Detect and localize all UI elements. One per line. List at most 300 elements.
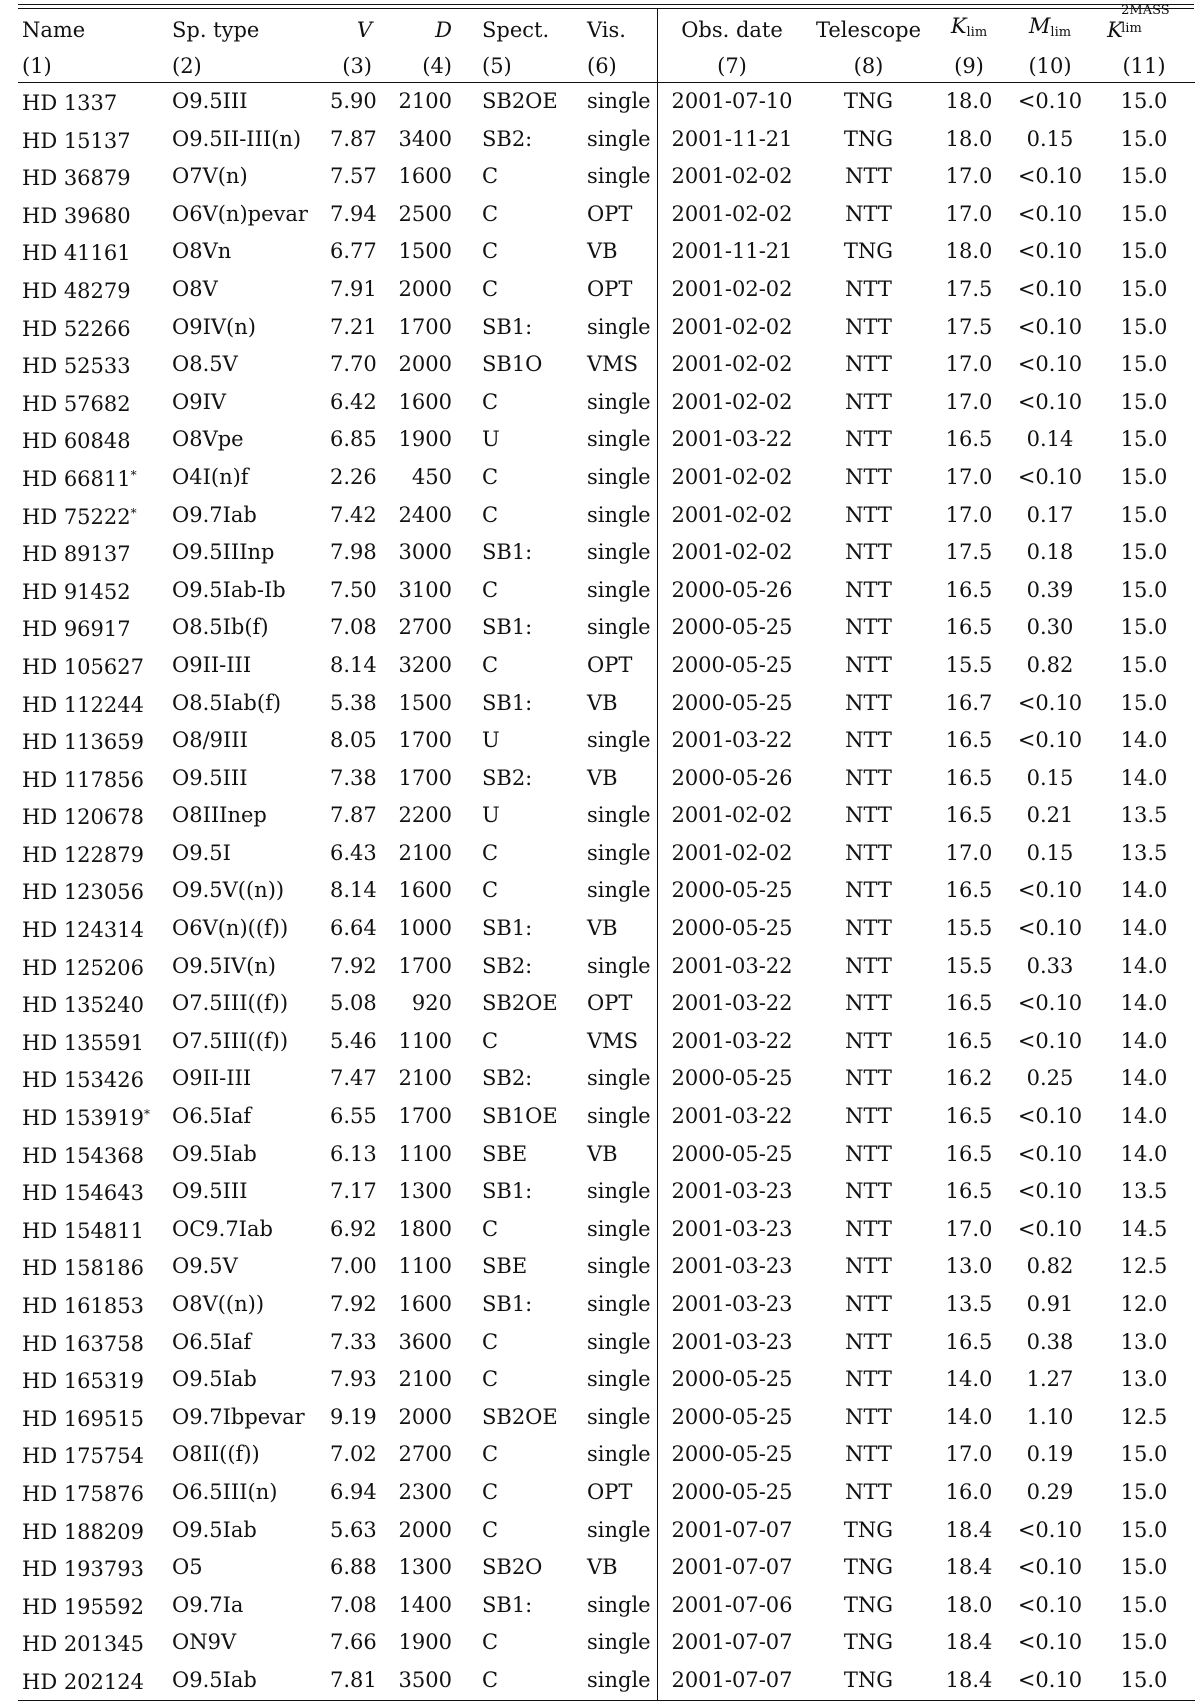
cell-sptype: O9.5III xyxy=(172,89,248,113)
cell-d: 2100 xyxy=(398,840,452,865)
table-row xyxy=(18,534,1195,572)
cell-telescope: NTT xyxy=(845,652,892,677)
cell-k2mass: 15.0 xyxy=(1120,1592,1168,1617)
cell-mlim: <0.10 xyxy=(1017,878,1083,903)
cell-v: 6.43 xyxy=(330,840,377,865)
cell-klim: 18.4 xyxy=(945,1555,993,1580)
cell-spect: C xyxy=(482,464,499,489)
header-name: Name xyxy=(22,17,86,42)
cell-vis: OPT xyxy=(587,271,658,309)
cell-obsdate: 2000-05-25 xyxy=(671,1404,793,1429)
cell-name xyxy=(18,1248,172,1286)
cell-d: 2000 xyxy=(398,276,452,301)
data-table xyxy=(18,2,1195,1701)
cell-klim: 16.5 xyxy=(945,1028,993,1053)
cell-klim: 17.0 xyxy=(945,502,993,527)
header-d: D xyxy=(435,17,452,42)
header-mlim-subscript: lim xyxy=(1050,25,1072,40)
cell-telescope: TNG xyxy=(843,89,894,113)
star-name: HD 135240 xyxy=(22,993,144,1018)
cell-vis: single xyxy=(587,1248,658,1286)
cell-d: 1500 xyxy=(398,690,452,715)
header-mlim xyxy=(1007,9,1093,50)
cell-spect: C xyxy=(482,276,499,301)
cell-spect: SB2: xyxy=(482,953,533,978)
cell-k2mass: 15.0 xyxy=(1120,577,1168,602)
cell-telescope: NTT xyxy=(845,991,892,1016)
table-row xyxy=(18,459,1195,497)
cell-mlim: <0.10 xyxy=(1017,464,1083,489)
table-row xyxy=(18,1136,1195,1174)
cell-mlim: 0.14 xyxy=(1026,427,1074,452)
cell-vis: single xyxy=(587,609,658,647)
cell-obsdate: 2000-05-26 xyxy=(671,577,793,602)
cell-telescope: NTT xyxy=(845,540,892,565)
cell-obsdate: 2001-03-23 xyxy=(671,1329,793,1354)
cell-obsdate: 2001-03-22 xyxy=(671,728,793,753)
cell-v: 7.87 xyxy=(330,126,377,151)
table-row xyxy=(18,421,1195,459)
table-row xyxy=(18,196,1195,234)
cell-spect: C xyxy=(482,1479,499,1504)
cell-name xyxy=(18,271,172,309)
star-name: HD 175876 xyxy=(22,1481,144,1506)
cell-sptype: O9.5V xyxy=(172,1254,238,1279)
cell-name xyxy=(18,760,172,798)
cell-vis: single xyxy=(587,1512,658,1550)
table-row xyxy=(18,1173,1195,1211)
cell-klim: 18.4 xyxy=(931,1662,1007,1700)
cell-sptype: ON9V xyxy=(172,1630,237,1655)
cell-telescope: NTT xyxy=(845,577,892,602)
cell-sptype: O6V(n)pevar xyxy=(172,201,308,226)
cell-sptype: O9IV(n) xyxy=(172,314,256,339)
cell-name xyxy=(18,835,172,873)
cell-obsdate: 2001-02-02 xyxy=(671,314,793,339)
cell-obsdate: 2000-05-25 xyxy=(671,878,793,903)
cell-d: 1600 xyxy=(398,164,452,189)
cell-d: 450 xyxy=(411,464,452,489)
cell-klim: 17.0 xyxy=(945,389,993,414)
cell-mlim: 0.18 xyxy=(1026,540,1074,565)
cell-k2mass: 15.0 xyxy=(1120,89,1168,113)
cell-mlim: <0.10 xyxy=(1017,1141,1083,1166)
cell-mlim: 0.82 xyxy=(1026,652,1074,677)
cell-v: 7.21 xyxy=(330,314,377,339)
cell-klim: 17.0 xyxy=(945,464,993,489)
cell-vis: single xyxy=(587,158,658,196)
cell-obsdate: 2001-03-22 xyxy=(671,1028,793,1053)
cell-k2mass: 14.0 xyxy=(1120,1141,1168,1166)
cell-sptype: O9II-III xyxy=(172,652,252,677)
cell-d: 1700 xyxy=(398,314,452,339)
cell-v: 6.55 xyxy=(330,1104,377,1129)
table-row xyxy=(18,1286,1195,1324)
cell-name xyxy=(18,1474,172,1512)
cell-k2mass: 15.0 xyxy=(1120,652,1168,677)
cell-name xyxy=(18,1436,172,1474)
cell-k2mass: 15.0 xyxy=(1120,1442,1168,1467)
cell-obsdate: 2000-05-25 xyxy=(671,1141,793,1166)
cell-klim: 16.5 xyxy=(945,577,993,602)
cell-v: 7.92 xyxy=(330,953,377,978)
cell-d: 3000 xyxy=(398,540,452,565)
cell-telescope: NTT xyxy=(845,389,892,414)
cell-mlim: <0.10 xyxy=(1017,1630,1083,1655)
cell-sptype: O9.7Ia xyxy=(172,1592,244,1617)
cell-v: 5.63 xyxy=(330,1517,377,1542)
cell-v: 7.70 xyxy=(330,352,377,377)
cell-d: 2100 xyxy=(398,1367,452,1392)
cell-mlim: 0.15 xyxy=(1026,765,1074,790)
cell-obsdate: 2001-07-07 xyxy=(658,1662,807,1700)
cell-klim: 16.5 xyxy=(945,1141,993,1166)
cell-obsdate: 2000-05-25 xyxy=(671,1479,793,1504)
cell-spect: SB1: xyxy=(482,690,533,715)
cell-sptype: O9.5Iab xyxy=(172,1517,257,1542)
cell-sptype: O8V xyxy=(172,276,218,301)
cell-telescope: NTT xyxy=(845,1028,892,1053)
header-k2mass-superscript: 2MASS xyxy=(1121,2,1170,18)
cell-telescope: NTT xyxy=(845,1367,892,1392)
cell-spect: C xyxy=(482,502,499,527)
cell-klim: 15.5 xyxy=(945,916,993,941)
cell-sptype: O7.5III((f)) xyxy=(172,1028,289,1053)
footnote-marker: * xyxy=(144,1107,150,1122)
table-row xyxy=(18,609,1195,647)
cell-d: 3200 xyxy=(398,652,452,677)
cell-d: 1300 xyxy=(398,1179,452,1204)
cell-vis: VB xyxy=(587,685,658,723)
table-row xyxy=(18,948,1195,986)
cell-name xyxy=(18,534,172,572)
cell-vis: VB xyxy=(587,910,658,948)
cell-d: 1900 xyxy=(398,427,452,452)
cell-d: 1700 xyxy=(398,953,452,978)
cell-klim: 15.5 xyxy=(945,652,993,677)
cell-mlim: 0.15 xyxy=(1026,126,1074,151)
cell-mlim: 0.91 xyxy=(1026,1292,1074,1316)
cell-klim: 16.5 xyxy=(945,615,993,640)
star-name: HD 48279 xyxy=(22,278,131,303)
cell-d: 2200 xyxy=(398,803,452,828)
cell-k2mass: 15.0 xyxy=(1120,690,1168,715)
cell-name xyxy=(18,196,172,234)
cell-vis: single xyxy=(587,722,658,760)
cell-obsdate: 2001-07-06 xyxy=(671,1592,793,1617)
cell-k2mass: 14.0 xyxy=(1120,953,1168,978)
cell-d: 2700 xyxy=(398,615,452,640)
cell-k2mass: 14.0 xyxy=(1120,916,1168,941)
header-num-9: (9) xyxy=(931,50,1007,83)
header-klim-subscript: lim xyxy=(966,25,988,40)
top-rule xyxy=(18,4,1194,5)
cell-name xyxy=(18,1023,172,1061)
cell-v: 8.05 xyxy=(330,728,377,753)
cell-name xyxy=(18,1624,172,1662)
table-row xyxy=(18,1361,1195,1399)
cell-spect: C xyxy=(482,389,499,414)
star-name: HD 154811 xyxy=(22,1218,144,1243)
cell-vis: single xyxy=(587,384,658,422)
cell-mlim: 0.82 xyxy=(1026,1254,1074,1279)
cell-obsdate: 2001-07-07 xyxy=(671,1517,793,1542)
cell-mlim: 0.17 xyxy=(1026,502,1074,527)
header-num-10: (10) xyxy=(1007,50,1093,83)
cell-spect: SBE xyxy=(482,1141,528,1166)
cell-v: 7.94 xyxy=(330,201,377,226)
cell-obsdate: 2000-05-25 xyxy=(671,1367,793,1392)
cell-v: 5.08 xyxy=(330,991,377,1016)
cell-mlim: 0.25 xyxy=(1026,1066,1074,1091)
cell-d: 2400 xyxy=(398,502,452,527)
cell-d: 3500 xyxy=(372,1662,452,1700)
cell-telescope: TNG xyxy=(843,126,894,151)
cell-vis: OPT xyxy=(587,985,658,1023)
cell-v: 7.47 xyxy=(330,1066,377,1091)
cell-telescope: NTT xyxy=(845,352,892,377)
table-row xyxy=(18,1512,1195,1550)
cell-v: 6.77 xyxy=(330,239,377,264)
cell-klim: 18.4 xyxy=(945,1517,993,1542)
cell-d: 2700 xyxy=(398,1442,452,1467)
cell-spect: SB2OE xyxy=(482,89,558,113)
cell-d: 1600 xyxy=(398,389,452,414)
cell-vis: single xyxy=(587,497,658,535)
cell-obsdate: 2000-05-25 xyxy=(671,690,793,715)
cell-k2mass: 14.0 xyxy=(1120,1028,1168,1053)
cell-v: 9.19 xyxy=(330,1404,377,1429)
cell-mlim: <0.10 xyxy=(1017,89,1083,113)
cell-name xyxy=(18,1211,172,1249)
cell-d: 1300 xyxy=(398,1555,452,1580)
cell-telescope: TNG xyxy=(843,239,894,264)
cell-name xyxy=(18,1361,172,1399)
cell-d: 1800 xyxy=(398,1216,452,1241)
cell-vis: OPT xyxy=(587,196,658,234)
cell-telescope: NTT xyxy=(845,840,892,865)
cell-d: 1600 xyxy=(398,878,452,903)
cell-mlim: <0.10 xyxy=(1017,1028,1083,1053)
cell-k2mass: 15.0 xyxy=(1120,464,1168,489)
cell-d: 1100 xyxy=(398,1254,452,1279)
cell-mlim: <0.10 xyxy=(1017,1104,1083,1129)
cell-obsdate: 2001-02-02 xyxy=(671,276,793,301)
header-k2mass-symbol: K xyxy=(1107,17,1123,42)
cell-spect: SB2: xyxy=(482,126,533,151)
cell-vis: VMS xyxy=(587,1023,658,1061)
cell-spect: SB2OE xyxy=(482,1404,558,1429)
cell-klim: 16.2 xyxy=(945,1066,993,1091)
cell-mlim: <0.10 xyxy=(1007,1662,1093,1700)
cell-obsdate: 2001-03-22 xyxy=(671,1104,793,1129)
cell-obsdate: 2001-03-22 xyxy=(671,991,793,1016)
table-row xyxy=(18,1624,1195,1662)
cell-klim: 16.5 xyxy=(945,991,993,1016)
cell-k2mass: 13.5 xyxy=(1120,1179,1168,1204)
cell-klim: 16.5 xyxy=(945,427,993,452)
footnote-marker: * xyxy=(130,467,137,482)
cell-klim: 16.5 xyxy=(945,878,993,903)
cell-telescope: NTT xyxy=(845,878,892,903)
cell-klim: 17.0 xyxy=(945,164,993,189)
cell-sptype: O8Vpe xyxy=(172,427,244,452)
cell-telescope: NTT xyxy=(845,615,892,640)
cell-k2mass: 14.0 xyxy=(1120,1066,1168,1091)
cell-telescope: NTT xyxy=(845,1442,892,1467)
header-num-8: (8) xyxy=(806,50,931,83)
cell-d: 2300 xyxy=(398,1479,452,1504)
cell-k2mass: 15.0 xyxy=(1120,352,1168,377)
cell-name xyxy=(18,83,172,121)
cell-k2mass: 15.0 xyxy=(1120,1555,1168,1580)
cell-obsdate: 2001-03-23 xyxy=(671,1292,793,1316)
cell-mlim: 0.29 xyxy=(1026,1479,1074,1504)
cell-v: 7.98 xyxy=(330,540,377,565)
star-name: HD 169515 xyxy=(22,1406,144,1431)
cell-telescope: NTT xyxy=(845,803,892,828)
cell-v: 7.08 xyxy=(330,615,377,640)
cell-obsdate: 2001-03-22 xyxy=(671,427,793,452)
star-name: HD 96917 xyxy=(22,617,131,642)
cell-mlim: <0.10 xyxy=(1017,728,1083,753)
cell-telescope: NTT xyxy=(845,1141,892,1166)
cell-obsdate: 2001-03-23 xyxy=(671,1179,793,1204)
cell-k2mass: 15.0 xyxy=(1120,201,1168,226)
cell-v: 7.08 xyxy=(330,1592,377,1617)
cell-klim: 17.0 xyxy=(945,1216,993,1241)
cell-klim: 17.5 xyxy=(945,540,993,565)
cell-k2mass: 13.0 xyxy=(1120,1367,1168,1392)
cell-name xyxy=(18,910,172,948)
table-row xyxy=(18,309,1195,347)
star-name: HD 75222 xyxy=(22,504,131,529)
cell-telescope: NTT xyxy=(845,464,892,489)
cell-k2mass: 13.0 xyxy=(1120,1329,1168,1354)
header-k2mass xyxy=(1093,2,1195,50)
cell-name xyxy=(18,1060,172,1098)
cell-spect: SB2: xyxy=(482,1066,533,1091)
table-row xyxy=(18,572,1195,610)
cell-sptype: O5 xyxy=(172,1555,203,1580)
cell-sptype: O9.5III xyxy=(172,765,248,790)
cell-vis: single xyxy=(587,534,658,572)
cell-telescope: NTT xyxy=(845,1179,892,1204)
cell-vis: single xyxy=(587,1098,658,1136)
cell-sptype: O7V(n) xyxy=(172,164,248,189)
cell-d: 1100 xyxy=(398,1141,452,1166)
cell-klim: 17.0 xyxy=(945,840,993,865)
cell-d: 1000 xyxy=(398,916,452,941)
cell-mlim: <0.10 xyxy=(1017,916,1083,941)
cell-name xyxy=(18,1173,172,1211)
header-num-2: (2) xyxy=(172,50,330,83)
cell-d: 1500 xyxy=(398,239,452,264)
cell-spect: C xyxy=(482,652,499,677)
cell-mlim: <0.10 xyxy=(1017,201,1083,226)
cell-k2mass: 15.0 xyxy=(1093,1662,1195,1700)
cell-spect: SB1OE xyxy=(482,1104,558,1129)
cell-spect: SB2: xyxy=(482,765,533,790)
cell-telescope: NTT xyxy=(845,953,892,978)
table-row xyxy=(18,1587,1195,1625)
cell-mlim: <0.10 xyxy=(1017,991,1083,1016)
cell-v: 7.66 xyxy=(330,1630,377,1655)
cell-k2mass: 15.0 xyxy=(1120,1517,1168,1542)
table-row xyxy=(18,985,1195,1023)
cell-mlim: 1.27 xyxy=(1026,1367,1074,1392)
header-num-5: (5) xyxy=(452,50,587,83)
star-name: HD 60848 xyxy=(22,429,131,454)
table-row xyxy=(18,685,1195,723)
cell-d: 2000 xyxy=(398,1517,452,1542)
cell-name xyxy=(18,309,172,347)
cell-name xyxy=(18,384,172,422)
cell-k2mass: 14.0 xyxy=(1120,1104,1168,1129)
cell-klim: 17.5 xyxy=(945,276,993,301)
cell-d: 2100 xyxy=(398,89,452,113)
cell-klim: 17.0 xyxy=(945,201,993,226)
cell-vis: VB xyxy=(587,1549,658,1587)
cell-telescope: NTT xyxy=(845,1104,892,1129)
cell-v: 7.02 xyxy=(330,1442,377,1467)
cell-vis: single xyxy=(587,948,658,986)
cell-obsdate: 2001-02-02 xyxy=(671,201,793,226)
cell-telescope: TNG xyxy=(843,1517,894,1542)
cell-spect: SB1: xyxy=(482,615,533,640)
cell-klim: 16.5 xyxy=(945,728,993,753)
cell-mlim: <0.10 xyxy=(1017,352,1083,377)
cell-klim: 16.5 xyxy=(945,1179,993,1204)
table-row xyxy=(18,1060,1195,1098)
cell-spect: C xyxy=(482,1367,499,1392)
cell-klim: 13.0 xyxy=(945,1254,993,1279)
cell-klim: 14.0 xyxy=(945,1404,993,1429)
cell-sptype: O9.7Ibpevar xyxy=(172,1404,305,1429)
cell-klim: 15.5 xyxy=(945,953,993,978)
cell-name xyxy=(18,121,172,159)
cell-vis: single xyxy=(587,1286,658,1324)
cell-mlim: <0.10 xyxy=(1017,1517,1083,1542)
cell-d: 3400 xyxy=(398,126,452,151)
cell-klim: 13.5 xyxy=(945,1292,993,1316)
cell-v: 7.57 xyxy=(330,164,377,189)
table-row xyxy=(18,1248,1195,1286)
cell-k2mass: 13.5 xyxy=(1120,840,1168,865)
star-name: HD 188209 xyxy=(22,1519,144,1544)
header-num-4: (4) xyxy=(372,50,452,83)
cell-sptype: O6.5III(n) xyxy=(172,1479,278,1504)
star-name: HD 154368 xyxy=(22,1143,144,1168)
star-name: HD 161853 xyxy=(22,1294,144,1318)
cell-spect: C xyxy=(482,1442,499,1467)
table-row xyxy=(18,760,1195,798)
star-name: HD 201345 xyxy=(22,1632,144,1657)
star-name: HD 91452 xyxy=(22,579,131,604)
cell-v: 6.88 xyxy=(330,1555,377,1580)
cell-v: 2.26 xyxy=(330,464,377,489)
cell-obsdate: 2001-11-21 xyxy=(671,126,793,151)
header-sptype: Sp. type xyxy=(172,17,260,42)
cell-name xyxy=(18,1512,172,1550)
cell-k2mass: 15.0 xyxy=(1120,1630,1168,1655)
cell-mlim: <0.10 xyxy=(1017,1555,1083,1580)
cell-name xyxy=(18,1587,172,1625)
cell-name xyxy=(18,1098,172,1136)
cell-klim: 17.0 xyxy=(945,1442,993,1467)
cell-telescope: TNG xyxy=(843,1555,894,1580)
cell-name xyxy=(18,1324,172,1362)
